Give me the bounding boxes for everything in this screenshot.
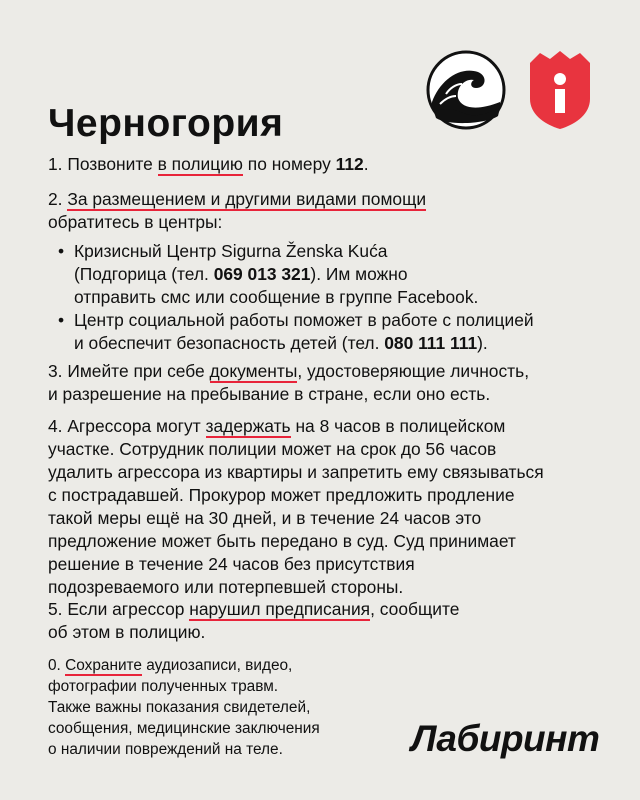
- p3-line2: и разрешение на пребывание в стране, если оно есть.: [48, 384, 491, 404]
- wave-logo-icon: [426, 50, 506, 130]
- bullet2-phone: 080 111 111: [384, 333, 478, 353]
- paragraph-5: [48, 598, 459, 644]
- paragraph-1: [48, 153, 369, 176]
- p4-line: удалить агрессора из квартиры и запретить ему связываться: [48, 462, 544, 482]
- p0-line: о наличии повреждений на теле.: [48, 741, 283, 758]
- p4-pre: 4. Агрессора могут: [48, 416, 206, 436]
- p2-line2: обратитесь в центры:: [48, 212, 223, 232]
- p5-underlined: нарушил предписания: [189, 599, 371, 619]
- p5-post: , сообщите: [370, 599, 460, 619]
- p4-post: на 8 часов в полицейском: [290, 416, 506, 436]
- p0-post: аудиозаписи, видео,: [141, 657, 293, 674]
- bullet1-line2-pre: (Подгорица (тел.: [74, 264, 214, 284]
- paragraph-4: [48, 415, 544, 599]
- bullet1-line1: Кризисный Центр Sigurna Ženska Kuća: [74, 241, 388, 261]
- p2-underlined: За размещением и другими видами помощи: [67, 189, 427, 209]
- bullet1-line2-post: ). Им можно: [310, 264, 408, 284]
- p0-underlined: Сохраните: [65, 657, 142, 674]
- p2-pre: 2.: [48, 189, 68, 209]
- p4-line: предложение может быть передано в суд. Суд принимает: [48, 531, 516, 551]
- p4-underlined: задержать: [205, 416, 291, 436]
- p1-number: 112: [335, 154, 364, 174]
- bullet1-line3: отправить смс или сообщение в группе Facebook.: [74, 287, 479, 307]
- list-item: [58, 240, 618, 309]
- p0-line: фотографии полученных травм.: [48, 678, 279, 695]
- p3-underlined: документы: [209, 361, 298, 381]
- p4-line: участке. Сотрудник полиции может на срок до 56 часов: [48, 439, 497, 459]
- p4-line: такой меры ещё на 30 дней, и в течение 24 часов это: [48, 508, 482, 528]
- p4-line: решение в течение 24 часов без присутствия: [48, 554, 415, 574]
- p3-post: , удостоверяющие личность,: [297, 361, 530, 381]
- list-item: [58, 309, 618, 355]
- bullet2-line2-pre: и обеспечит безопасность детей (тел.: [74, 333, 385, 353]
- p5-line2: об этом в полицию.: [48, 622, 206, 642]
- p4-line: с пострадавшей. Прокурор может предложить продление: [48, 485, 515, 505]
- p1-pre: 1. Позвоните: [48, 154, 158, 174]
- p0-pre: 0.: [48, 657, 66, 674]
- paragraph-2: [48, 188, 426, 234]
- bullet2-line2-post: ).: [477, 333, 488, 353]
- bullet1-phone: 069 013 321: [213, 264, 311, 284]
- p1-underlined: в полицию: [157, 154, 243, 174]
- p1-post: .: [363, 154, 369, 174]
- p1-mid: по номеру: [242, 154, 336, 174]
- page-title: Черногория: [48, 102, 284, 145]
- centers-list: [58, 240, 618, 355]
- paragraph-0: [48, 655, 320, 760]
- shield-logo-icon: [526, 49, 594, 131]
- brand-logo: Лабиринт: [411, 718, 600, 759]
- paragraph-3: [48, 360, 529, 406]
- p5-pre: 5. Если агрессор: [48, 599, 190, 619]
- p0-line: сообщения, медицинские заключения: [48, 720, 320, 737]
- p0-line: Также важны показания свидетелей,: [48, 699, 311, 716]
- p3-pre: 3. Имейте при себе: [48, 361, 210, 381]
- p4-line: подозреваемого или потерпевшей стороны.: [48, 577, 404, 597]
- bullet2-line1: Центр социальной работы поможет в работе с полицией: [74, 310, 534, 330]
